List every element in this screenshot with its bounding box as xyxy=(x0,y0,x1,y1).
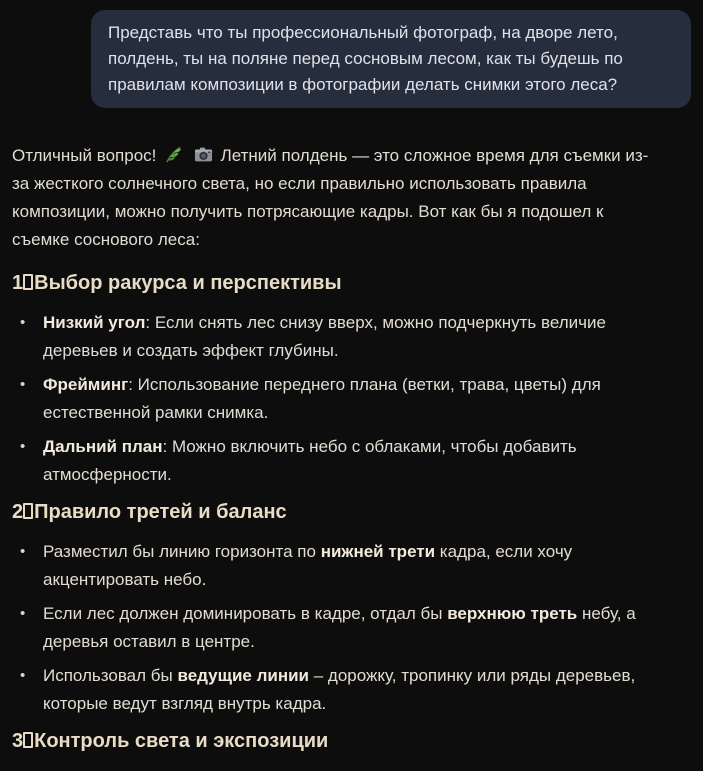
section-heading xyxy=(12,499,665,525)
keycap-digit: 1 xyxy=(12,272,24,294)
assistant-intro-paragraph xyxy=(12,142,665,254)
keycap-digit: 3 xyxy=(12,730,24,752)
bullet-item xyxy=(12,371,665,427)
bullet-text: : Можно включить небо с облаками, чтобы добавить атмосферности. xyxy=(43,437,577,484)
herb-emoji-icon xyxy=(161,146,186,165)
bullet-item xyxy=(12,309,665,365)
keycap-tofu-box-icon xyxy=(23,274,33,290)
bullet-text: Использовал бы xyxy=(43,666,178,685)
intro-text-before: Отличный вопрос! xyxy=(12,146,157,165)
intro-text-after: Летний полдень — это сложное время для съемки из-за жесткого солнечного света, но если правильно использовать правила композиции, можно получить потрясающие кадры. Вот как бы я подошел к съемке соснового леса: xyxy=(12,146,649,249)
keycap-tofu-box-icon xyxy=(23,732,33,748)
bullet-text: Разместил бы линию горизонта по xyxy=(43,542,321,561)
bullet-text: Если лес должен доминировать в кадре, отдал бы xyxy=(43,604,448,623)
section-heading xyxy=(12,728,665,754)
section-title: Правило третей и баланс xyxy=(34,501,287,523)
camera-emoji-icon xyxy=(191,146,216,165)
bullet-text: : Если снять лес снизу вверх, можно подчеркнуть величие деревьев и создать эффект глубины. xyxy=(43,313,606,360)
user-message-bubble[interactable] xyxy=(91,10,691,108)
bullet-text: небу, а деревья оставил в центре. xyxy=(43,604,636,651)
bullet-text: : Использование переднего плана (ветки, трава, цветы) для естественной рамки снимка. xyxy=(43,375,601,422)
user-message-text: Представь что ты профессиональный фотограф, на дворе лето, полдень, ты на поляне перед сосновым лесом, как ты будешь по правилам композиции в фотографии делать снимки этого леса? xyxy=(108,23,623,94)
assistant-sections xyxy=(12,270,665,754)
assistant-message xyxy=(12,142,691,754)
section-title: Контроль света и экспозиции xyxy=(34,730,329,752)
bullet-item xyxy=(12,662,665,718)
bullet-list xyxy=(12,309,665,489)
section-title: Выбор ракурса и перспективы xyxy=(34,272,342,294)
bullet-item xyxy=(12,538,665,594)
bullet-text: кадра, если хочу акцентировать небо. xyxy=(43,542,573,589)
section-heading xyxy=(12,270,665,296)
bullet-text: – дорожку, тропинку или ряды деревьев, которые ведут взгляд внутрь кадра. xyxy=(43,666,636,713)
bullet-item xyxy=(12,600,665,656)
bullet-bold-text: Дальний план xyxy=(43,437,163,456)
bullet-bold-text: ведущие линии xyxy=(177,666,309,685)
keycap-digit: 2 xyxy=(12,501,24,523)
bullet-bold-text: Фрейминг xyxy=(43,375,129,394)
bullet-bold-text: Низкий угол xyxy=(43,313,146,332)
user-message-row xyxy=(12,10,691,108)
keycap-tofu-box-icon xyxy=(23,503,33,519)
bullet-list xyxy=(12,538,665,718)
bullet-bold-text: нижней трети xyxy=(320,542,436,561)
bullet-item xyxy=(12,433,665,489)
bullet-bold-text: верхнюю треть xyxy=(447,604,578,623)
